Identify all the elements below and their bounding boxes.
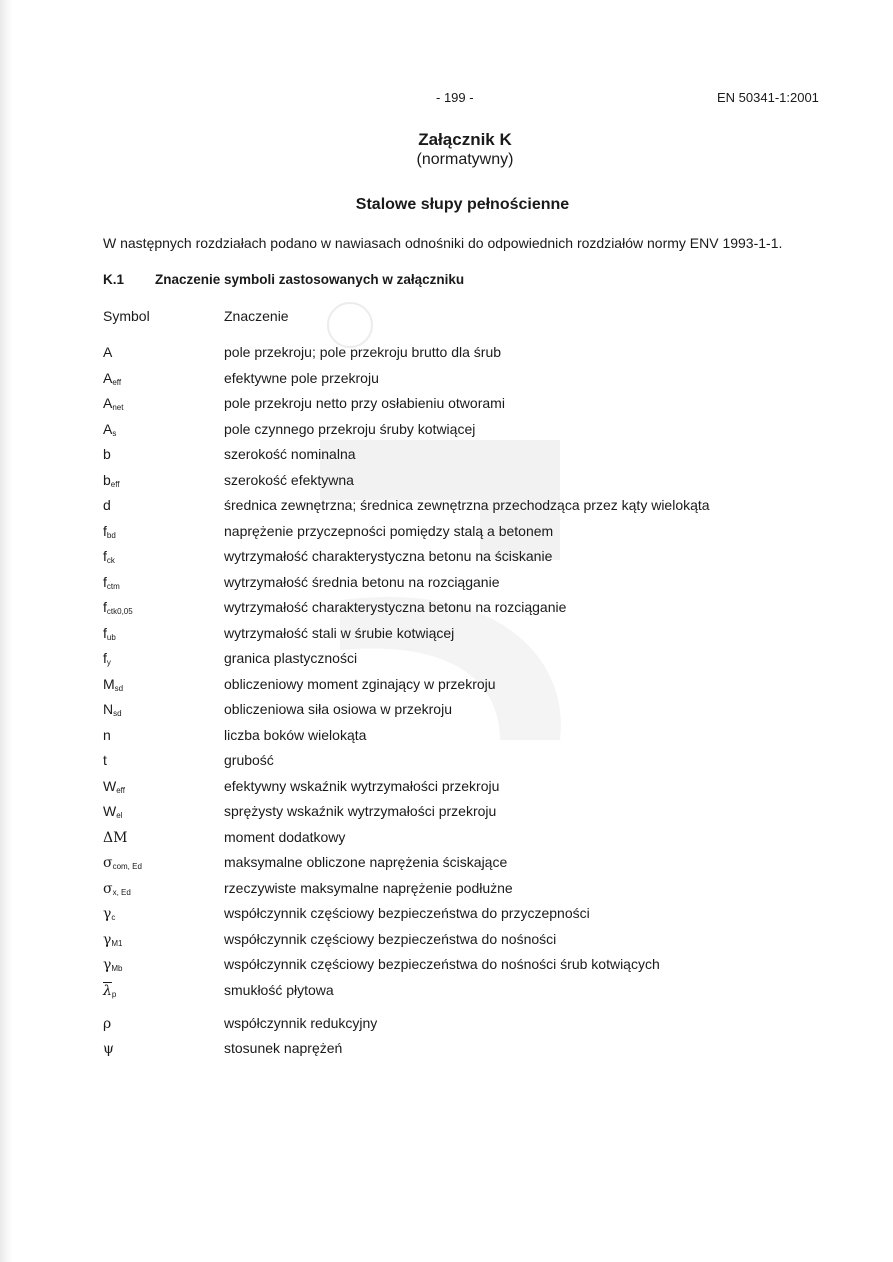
symbol-subscript: x, Ed [112,887,131,897]
section-heading [103,272,464,287]
symbol-row [0,523,893,549]
symbol-meaning: współczynnik częściowy bezpieczeństwa do nośności śrub kotwiących [224,956,660,972]
symbol-cell [103,344,112,360]
symbol-subscript: com, Ed [112,862,142,871]
symbol-cell [103,880,131,897]
symbol-row [0,395,893,421]
symbol-meaning: grubość [224,752,274,768]
symbol-cell [103,956,123,973]
symbol-meaning: wytrzymałość stali w śrubie kotwiącej [224,624,455,641]
symbol-meaning: pole przekroju; pole przekroju brutto dla śrub [224,344,502,360]
symbol-row [0,574,893,600]
symbol-cell [103,523,116,540]
symbol-row [0,599,893,625]
symbol-subscript: c [111,913,116,922]
symbol-meaning: efektywne pole przekroju [224,369,379,386]
symbol-row [0,446,893,472]
symbol-base: σ [103,855,113,871]
annex-heading: Stalowe słupy pełnościenne [355,196,570,213]
symbol-base: f [103,599,107,615]
symbol-meaning: moment dodatkowy [224,828,346,845]
symbol-base: W [103,803,117,819]
symbol-row [0,829,893,855]
symbol-cell [103,650,111,667]
symbol-base: γ [103,906,112,922]
symbol-meaning: wytrzymałość średnia betonu na rozciąganie [224,573,500,590]
symbol-row [0,421,893,447]
symbol-base: f [103,548,107,564]
symbol-cell [103,778,125,795]
symbol-row [0,701,893,727]
symbol-meaning: efektywny wskaźnik wytrzymałości przekroju [224,777,500,794]
annex-subtitle: (normatywny) [416,151,514,168]
symbol-row [0,650,893,676]
symbol-base: M [103,675,115,692]
symbol-meaning: współczynnik redukcyjny [224,1014,378,1031]
symbol-cell [103,446,111,462]
symbol-base: f [103,573,107,590]
symbol-cell [103,497,111,513]
symbol-subscript: eff [116,785,125,795]
symbol-row [0,1015,893,1041]
symbol-base: b [103,471,111,488]
symbol-subscript: s [112,428,117,438]
symbol-cell [103,625,116,642]
symbol-base: A [103,420,113,437]
symbol-meaning: stosunek naprężeń [224,1040,343,1056]
symbol-base: ψ [103,1041,114,1057]
symbol-row [0,752,893,778]
symbol-subscript: sd [113,709,122,718]
symbol-cell [103,803,122,820]
symbol-cell [103,752,107,768]
symbol-base: A [103,395,113,411]
symbol-cell [103,931,123,948]
symbol-row [0,931,893,957]
symbol-meaning: obliczeniowy moment zginający w przekroju [224,675,496,692]
column-header-meaning: Znaczenie [224,308,289,324]
symbol-cell [103,1040,114,1057]
symbol-cell [103,599,133,616]
symbol-subscript: y [106,658,111,667]
symbol-row [0,803,893,829]
symbol-row [0,370,893,396]
symbol-base: ΔM [103,829,128,846]
symbol-meaning: wytrzymałość charakterystyczna betonu na ściskanie [224,548,553,564]
symbol-meaning: sprężysty wskaźnik wytrzymałości przekroju [224,803,497,819]
symbol-cell [103,982,116,999]
symbol-subscript: eff [110,479,120,489]
symbol-cell [103,727,111,743]
symbol-cell [103,574,120,591]
symbol-cell [103,421,116,438]
symbol-cell [103,829,127,846]
symbol-base: W [103,777,117,794]
page-number: - 199 - [436,90,474,105]
symbol-cell [103,395,123,412]
symbol-base: n [103,726,111,743]
section-title: Znaczenie symboli zastosowanych w załączniku [155,272,465,287]
symbol-row [0,854,893,880]
symbol-row [0,880,893,906]
symbol-list [0,344,893,1066]
symbol-base: σ [103,880,113,897]
symbol-subscript: p [111,989,117,999]
symbol-base: f [103,522,107,539]
symbol-base: A [103,344,113,360]
symbol-meaning: współczynnik częściowy bezpieczeństwa do przyczepności [224,905,590,921]
symbol-meaning: naprężenie przyczepności pomiędzy stalą a betonem [224,522,554,539]
symbol-subscript: M1 [111,938,123,948]
symbol-meaning: współczynnik częściowy bezpieczeństwa do nośności [224,930,557,947]
section-number: K.1 [103,272,125,287]
symbol-row [0,905,893,931]
symbol-row [0,344,893,370]
symbol-row [0,778,893,804]
symbol-meaning: szerokość efektywna [224,471,354,488]
symbol-row [0,472,893,498]
annex-title: Załącznik K [418,130,512,149]
symbol-subscript: Mb [111,964,123,973]
symbol-subscript: ub [106,632,116,642]
symbol-subscript: el [116,811,123,820]
symbol-meaning: średnica zewnętrzna; średnica zewnętrzna przechodząca przez kąty wielokąta [224,497,710,513]
symbol-base: γ [103,931,112,948]
symbol-row [0,1040,893,1066]
symbol-base: ρ [103,1015,112,1032]
symbol-cell [103,370,121,387]
symbol-row [0,548,893,574]
symbol-subscript: eff [112,377,122,387]
symbol-subscript: sd [114,683,124,693]
symbol-base: f [103,624,107,641]
symbol-base: t [103,752,107,768]
column-header-symbol: Symbol [103,308,150,324]
symbol-subscript: net [112,403,124,412]
symbol-row [0,982,893,1015]
symbol-cell [103,905,115,922]
standard-reference: EN 50341-1:2001 [717,90,819,105]
symbol-meaning: pole czynnego przekroju śruby kotwiącej [224,420,476,437]
symbol-subscript: ctm [106,581,120,591]
symbol-cell [103,676,123,693]
symbol-cell [103,548,115,565]
symbol-subscript: ctk0,05 [106,607,133,616]
symbol-meaning: maksymalne obliczone naprężenia ściskające [224,854,508,870]
symbol-meaning: szerokość nominalna [224,446,356,462]
symbol-meaning: granica plastyczności [224,650,358,666]
symbol-base: f [103,650,107,666]
symbol-base: b [103,446,111,462]
symbol-meaning: pole przekroju netto przy osłabieniu otworami [224,395,505,411]
symbol-row [0,497,893,523]
symbol-cell [103,1015,111,1032]
symbol-base: γ [103,957,112,973]
symbol-cell [103,854,142,871]
symbol-base: $\overline{\lambda}$ [103,982,112,999]
symbol-subscript: bd [106,530,116,540]
symbol-meaning: obliczeniowa siła osiowa w przekroju [224,701,452,717]
symbol-base: N [103,701,114,717]
symbol-meaning: liczba boków wielokąta [224,726,367,743]
symbol-row [0,956,893,982]
intro-paragraph: W następnych rozdziałach podano w nawiasach odnośniki do odpowiednich rozdziałów normy ENV 1993-1-1. [103,235,783,251]
symbol-meaning: rzeczywiste maksymalne naprężenie podłużne [224,879,513,896]
symbol-cell [103,701,122,718]
symbol-cell [103,472,120,489]
symbol-base: d [103,497,111,513]
symbol-row [0,676,893,702]
symbol-meaning: smukłość płytowa [224,981,334,998]
symbol-base: A [103,369,113,386]
symbol-row [0,727,893,753]
symbol-meaning: wytrzymałość charakterystyczna betonu na rozciąganie [224,599,567,615]
symbol-row [0,625,893,651]
symbol-subscript: ck [106,556,115,565]
